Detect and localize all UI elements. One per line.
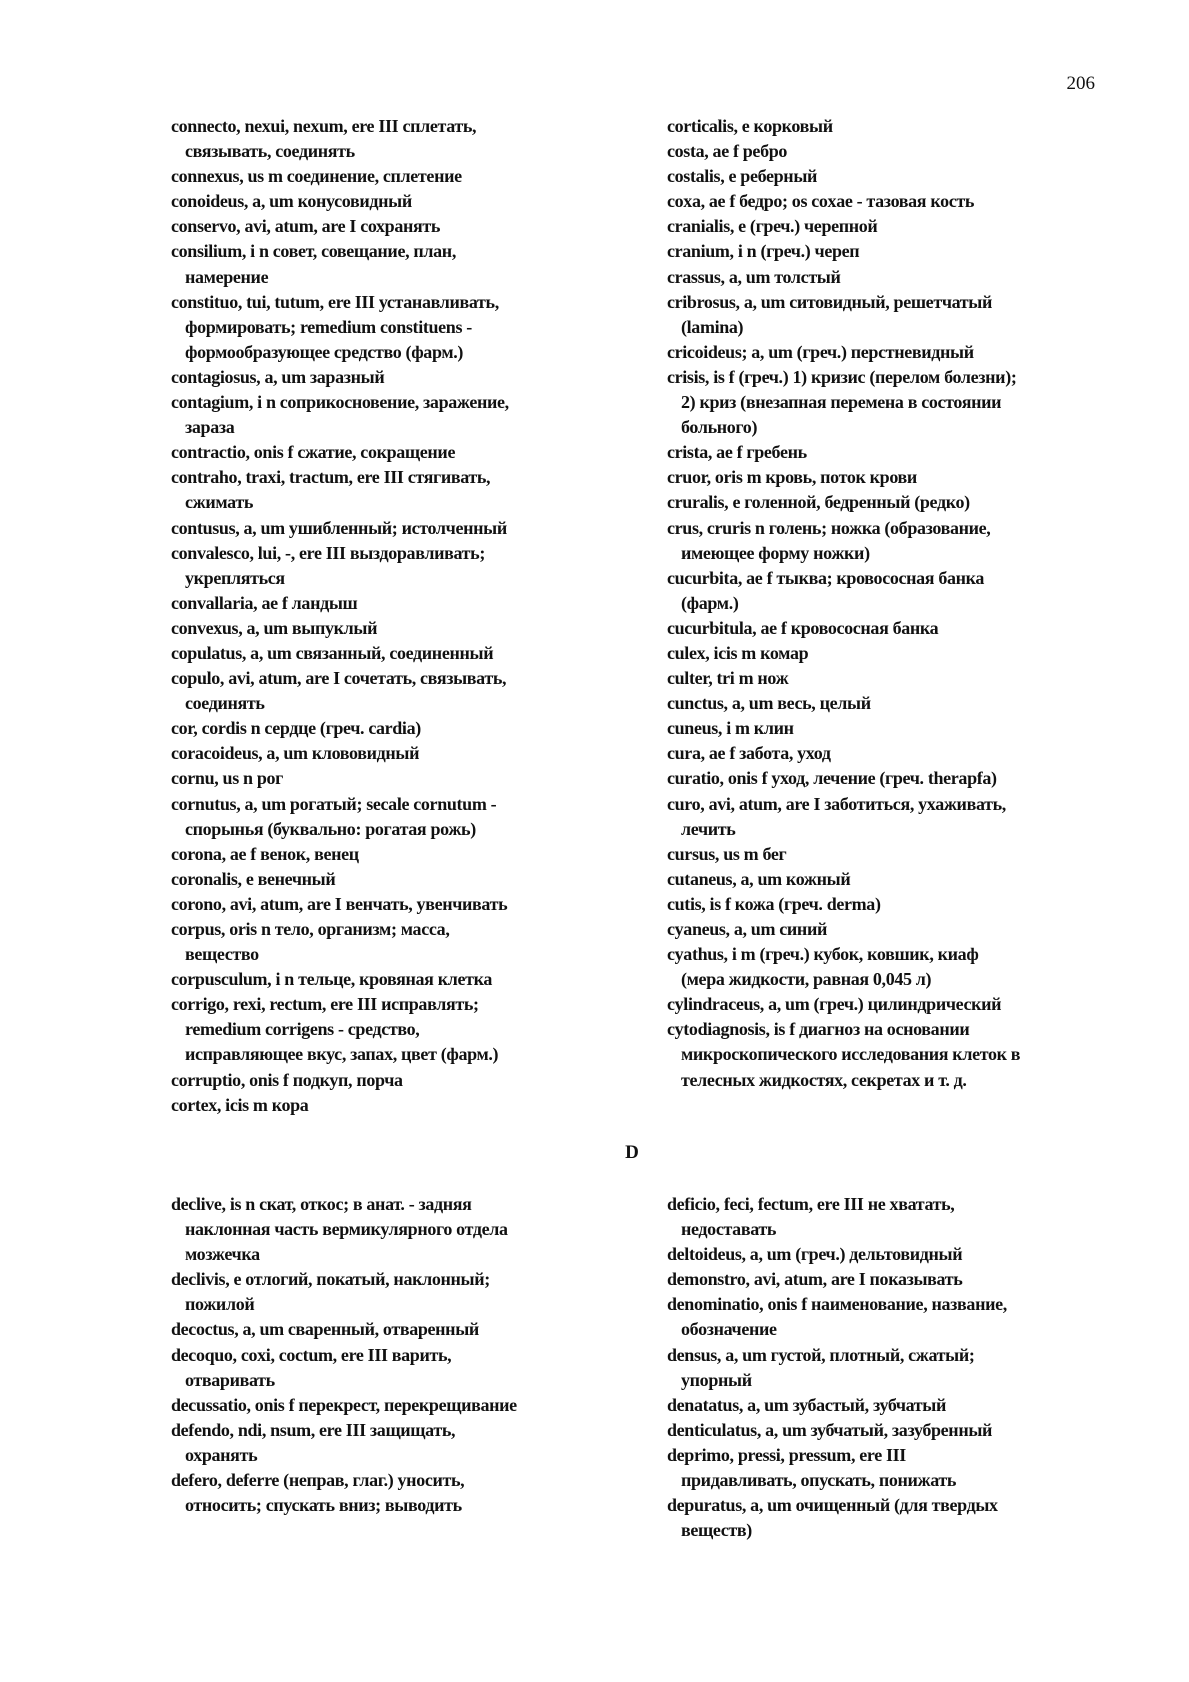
entry-continuation: имеющее форму ножки) (681, 542, 870, 563)
entry-headline: cutaneus, a, um кожный (667, 868, 851, 889)
entry-continuation: (мера жидкости, равная 0,045 л) (681, 969, 932, 990)
entry-headline: demonstro, avi, atum, are I показывать (667, 1269, 963, 1290)
entry-headline: copulo, avi, atum, are I сочетать, связывать, (171, 668, 507, 689)
entry-headline: cucurbitula, ae f кровососная банка (667, 617, 939, 638)
entry-headline: deficio, feci, fectum, ere III не хватать, (667, 1194, 955, 1214)
entry-headline: decussatio, onis f перекрест, перекрещивание (171, 1394, 517, 1415)
dictionary-entry (667, 641, 1107, 666)
dictionary-entry (667, 792, 1107, 842)
entry-headline: curo, avi, atum, are I заботиться, ухаживать, (667, 793, 1006, 814)
entry-headline: corrigo, rexi, rectum, ere III исправлять; (171, 994, 479, 1015)
column-c-left (171, 114, 611, 1118)
dictionary-entry (171, 616, 611, 641)
dictionary-entry (667, 340, 1107, 365)
dictionary-entry (667, 691, 1107, 716)
dictionary-entry (171, 741, 611, 766)
entry-headline: cucurbita, ae f тыква; кровососная банка (667, 567, 985, 588)
entry-continuation: относить; спускать вниз; выводить (185, 1495, 462, 1516)
entry-headline: corruptio, onis f подкуп, порча (171, 1069, 403, 1090)
entry-continuation: придавливать, опускать, понижать (681, 1470, 957, 1491)
entry-continuation: микроскопического исследования клеток в (681, 1044, 1021, 1065)
dictionary-entry (171, 390, 611, 440)
entry-continuation: (lamina) (681, 316, 744, 337)
dictionary-entry (667, 516, 1107, 566)
entry-headline: corono, avi, atum, are I венчать, увенчивать (171, 893, 508, 914)
dictionary-entry (667, 716, 1107, 741)
entry-continuation: лечить (681, 818, 736, 839)
dictionary-entry (667, 290, 1107, 340)
entry-headline: cruralis, e голенной, бедренный (редко) (667, 492, 970, 513)
entry-headline: contraho, traxi, tractum, ere III стягивать, (171, 467, 491, 488)
dictionary-entry (667, 1242, 1107, 1267)
dictionary-entry (667, 917, 1107, 942)
entry-continuation: зараза (185, 417, 235, 438)
entry-headline: cortex, icis m кора (171, 1094, 309, 1115)
dictionary-entry (667, 566, 1107, 616)
dictionary-entry (171, 465, 611, 515)
entry-headline: coxa, ae f бедро; os coxae - тазовая кость (667, 191, 975, 212)
dictionary-entry (667, 1418, 1107, 1443)
entry-headline: corona, ae f венок, венец (171, 843, 359, 864)
entry-headline: cunctus, a, um весь, целый (667, 693, 871, 714)
entry-continuation: вещество (185, 944, 259, 965)
entry-continuation: соединять (185, 693, 265, 714)
entry-headline: cruor, oris m кровь, поток крови (667, 467, 917, 488)
entry-headline: cuneus, i m клин (667, 718, 794, 739)
dictionary-entry (667, 1292, 1107, 1342)
entry-continuation: охранять (185, 1444, 258, 1465)
entry-headline: copulatus, a, um связанный, соединенный (171, 642, 494, 663)
entry-headline: coronalis, e венечный (171, 868, 336, 889)
entry-headline: cutis, is f кожа (греч. derma) (667, 893, 881, 914)
entry-headline: corticalis, e корковый (667, 116, 833, 136)
entry-continuation: связывать, соединять (185, 141, 355, 162)
entry-headline: defero, deferre (неправ, глаг.) уносить, (171, 1470, 465, 1491)
dictionary-entry (667, 1192, 1107, 1242)
entry-continuation: remedium corrigens - средство, (185, 1019, 420, 1040)
dictionary-entry (171, 1468, 611, 1518)
column-d-right (667, 1192, 1107, 1543)
dictionary-entry (171, 164, 611, 189)
dictionary-entry (667, 867, 1107, 892)
entry-headline: declive, is n скат, откос; в анат. - задняя (171, 1194, 472, 1214)
dictionary-entry (667, 942, 1107, 992)
entry-continuation: обозначение (681, 1319, 777, 1340)
entry-continuation: 2) криз (внезапная перемена в состоянии (681, 392, 1002, 413)
entry-continuation: отваривать (185, 1369, 275, 1390)
entry-headline: crista, ae f гребень (667, 442, 807, 463)
dictionary-entry (667, 766, 1107, 791)
dictionary-entry (667, 1343, 1107, 1393)
dictionary-entry (171, 1418, 611, 1468)
dictionary-entry (171, 591, 611, 616)
column-c-right (667, 114, 1107, 1093)
dictionary-entry (171, 666, 611, 716)
entry-headline: connexus, us m соединение, сплетение (171, 166, 462, 187)
entry-continuation: наклонная часть вермикулярного отдела (185, 1219, 508, 1240)
dictionary-entry (171, 1192, 611, 1267)
entry-continuation: упорный (681, 1369, 752, 1390)
dictionary-entry (171, 716, 611, 741)
entry-headline: constituo, tui, tutum, ere III устанавливать, (171, 291, 499, 312)
entry-continuation: недоставать (681, 1219, 777, 1240)
dictionary-entry (667, 1267, 1107, 1292)
entry-headline: densus, a, um густой, плотный, сжатый; (667, 1344, 975, 1365)
dictionary-entry (667, 1017, 1107, 1092)
entry-headline: cytodiagnosis, is f диагноз на основании (667, 1019, 970, 1040)
entry-headline: coracoideus, a, um клововидный (171, 743, 420, 764)
dictionary-entry (171, 1343, 611, 1393)
dictionary-entry (171, 967, 611, 992)
dictionary-entry (667, 214, 1107, 239)
entry-headline: culter, tri m нож (667, 668, 789, 689)
dictionary-entry (171, 365, 611, 390)
dictionary-entry (667, 666, 1107, 691)
entry-headline: convalesco, lui, -, ere III выздоравливать; (171, 542, 485, 563)
entry-headline: convallaria, ae f ландыш (171, 592, 358, 613)
entry-continuation: исправляющее вкус, запах, цвет (фарм.) (185, 1044, 499, 1065)
dictionary-entry (171, 917, 611, 967)
entry-continuation: (фарм.) (681, 592, 739, 613)
entry-headline: crus, cruris n голень; ножка (образование, (667, 517, 991, 538)
entry-headline: cylindraceus, a, um (греч.) цилиндрический (667, 994, 1002, 1015)
entry-headline: cribrosus, a, um ситовидный, решетчатый (667, 291, 993, 312)
dictionary-entry (171, 892, 611, 917)
dictionary-entry (667, 189, 1107, 214)
dictionary-entry (667, 1393, 1107, 1418)
dictionary-entry (171, 766, 611, 791)
dictionary-entry (171, 1068, 611, 1093)
dictionary-entry (171, 1317, 611, 1342)
entry-headline: cranialis, e (греч.) черепной (667, 216, 878, 237)
entry-headline: crassus, a, um толстый (667, 266, 841, 287)
dictionary-entry (171, 516, 611, 541)
entry-headline: corpus, oris n тело, организм; масса, (171, 919, 450, 939)
entry-headline: costalis, e реберный (667, 166, 818, 187)
entry-headline: culex, icis m комар (667, 642, 809, 663)
entry-headline: depuratus, a, um очищенный (для твердых (667, 1495, 998, 1516)
entry-continuation: больного) (681, 417, 758, 438)
dictionary-entry (667, 164, 1107, 189)
entry-continuation: формообразующее средство (фарм.) (185, 341, 464, 362)
entry-headline: cor, cordis n сердце (греч. cardia) (171, 718, 421, 739)
section-letter: D (625, 1142, 639, 1163)
entry-headline: decoctus, a, um сваренный, отваренный (171, 1319, 479, 1340)
entry-continuation: пожилой (185, 1294, 255, 1315)
entry-headline: convexus, a, um выпуклый (171, 617, 378, 638)
dictionary-entry (171, 641, 611, 666)
entry-headline: cura, ae f забота, уход (667, 743, 831, 764)
dictionary-entry (171, 1393, 611, 1418)
dictionary-entry (667, 1443, 1107, 1493)
dictionary-entry (171, 792, 611, 842)
entry-headline: denatatus, a, um зубастый, зубчатый (667, 1394, 947, 1415)
dictionary-entry (667, 265, 1107, 290)
entry-headline: crisis, is f (греч.) 1) кризис (перелом болезни); (667, 366, 1017, 387)
entry-continuation: спорынья (буквально: рогатая рожь) (185, 818, 476, 839)
entry-headline: cursus, us m бег (667, 843, 787, 864)
dictionary-entry (667, 842, 1107, 867)
entry-headline: corpusculum, i n тельце, кровяная клетка (171, 969, 492, 990)
entry-headline: decoquo, coxi, coctum, ere III варить, (171, 1344, 452, 1365)
entry-continuation: формировать; remedium constituens - (185, 316, 472, 337)
entry-headline: contagiosus, a, um заразный (171, 366, 385, 387)
dictionary-entry (667, 992, 1107, 1017)
entry-headline: contagium, i n соприкосновение, заражение, (171, 392, 509, 413)
dictionary-entry (171, 114, 611, 164)
dictionary-entry (667, 440, 1107, 465)
dictionary-entry (667, 741, 1107, 766)
page-number: 206 (1066, 73, 1095, 94)
entry-continuation: укрепляться (185, 567, 285, 588)
entry-headline: contractio, onis f сжатие, сокращение (171, 442, 456, 463)
entry-headline: cyathus, i m (греч.) кубок, ковшик, киаф (667, 944, 979, 965)
entry-continuation: мозжечка (185, 1244, 260, 1265)
entry-headline: cricoideus; a, um (греч.) перстневидный (667, 341, 974, 362)
entry-headline: costa, ae f ребро (667, 141, 788, 162)
entry-headline: connecto, nexui, nexum, ere III сплетать, (171, 116, 477, 136)
dictionary-entry (667, 892, 1107, 917)
entry-headline: cornutus, a, um рогатый; secale cornutum - (171, 793, 497, 814)
entry-headline: consilium, i n совет, совещание, план, (171, 241, 456, 262)
entry-headline: deprimo, pressi, pressum, ere III (667, 1444, 906, 1465)
entry-headline: cornu, us n рог (171, 768, 283, 789)
entry-headline: conoideus, a, um конусовидный (171, 191, 412, 212)
entry-headline: defendo, ndi, nsum, ere III защищать, (171, 1419, 456, 1440)
dictionary-entry (667, 139, 1107, 164)
dictionary-entry (667, 616, 1107, 641)
entry-continuation: веществ) (681, 1520, 752, 1541)
entry-continuation: намерение (185, 266, 269, 287)
dictionary-entry (171, 1267, 611, 1317)
entry-continuation: сжимать (185, 492, 253, 513)
entry-headline: denticulatus, a, um зубчатый, зазубренный (667, 1419, 993, 1440)
dictionary-entry (171, 867, 611, 892)
entry-continuation: телесных жидкостях, секретах и т. д. (681, 1069, 967, 1090)
dictionary-entry (171, 440, 611, 465)
dictionary-entry (667, 465, 1107, 490)
dictionary-entry (171, 992, 611, 1067)
entry-headline: conservo, avi, atum, are I сохранять (171, 216, 441, 237)
entry-headline: declivis, e отлогий, покатый, наклонный; (171, 1269, 490, 1290)
entry-headline: contusus, a, um ушибленный; истолченный (171, 517, 507, 538)
dictionary-entry (667, 114, 1107, 139)
dictionary-entry (667, 365, 1107, 440)
column-d-left (171, 1192, 611, 1518)
dictionary-entry (171, 842, 611, 867)
dictionary-entry (667, 239, 1107, 264)
dictionary-entry (171, 541, 611, 591)
dictionary-entry (171, 290, 611, 365)
entry-headline: cyaneus, a, um синий (667, 919, 827, 939)
dictionary-entry (667, 1493, 1107, 1543)
entry-headline: denominatio, onis f наименование, название, (667, 1294, 1007, 1315)
entry-headline: cranium, i n (греч.) череп (667, 241, 860, 262)
entry-headline: deltoideus, a, um (греч.) дельтовидный (667, 1244, 963, 1265)
entry-headline: curatio, onis f уход, лечение (греч. therapfa) (667, 768, 997, 789)
dictionary-entry (171, 239, 611, 289)
dictionary-entry (171, 214, 611, 239)
dictionary-entry (171, 1093, 611, 1118)
dictionary-entry (667, 490, 1107, 515)
dictionary-entry (171, 189, 611, 214)
